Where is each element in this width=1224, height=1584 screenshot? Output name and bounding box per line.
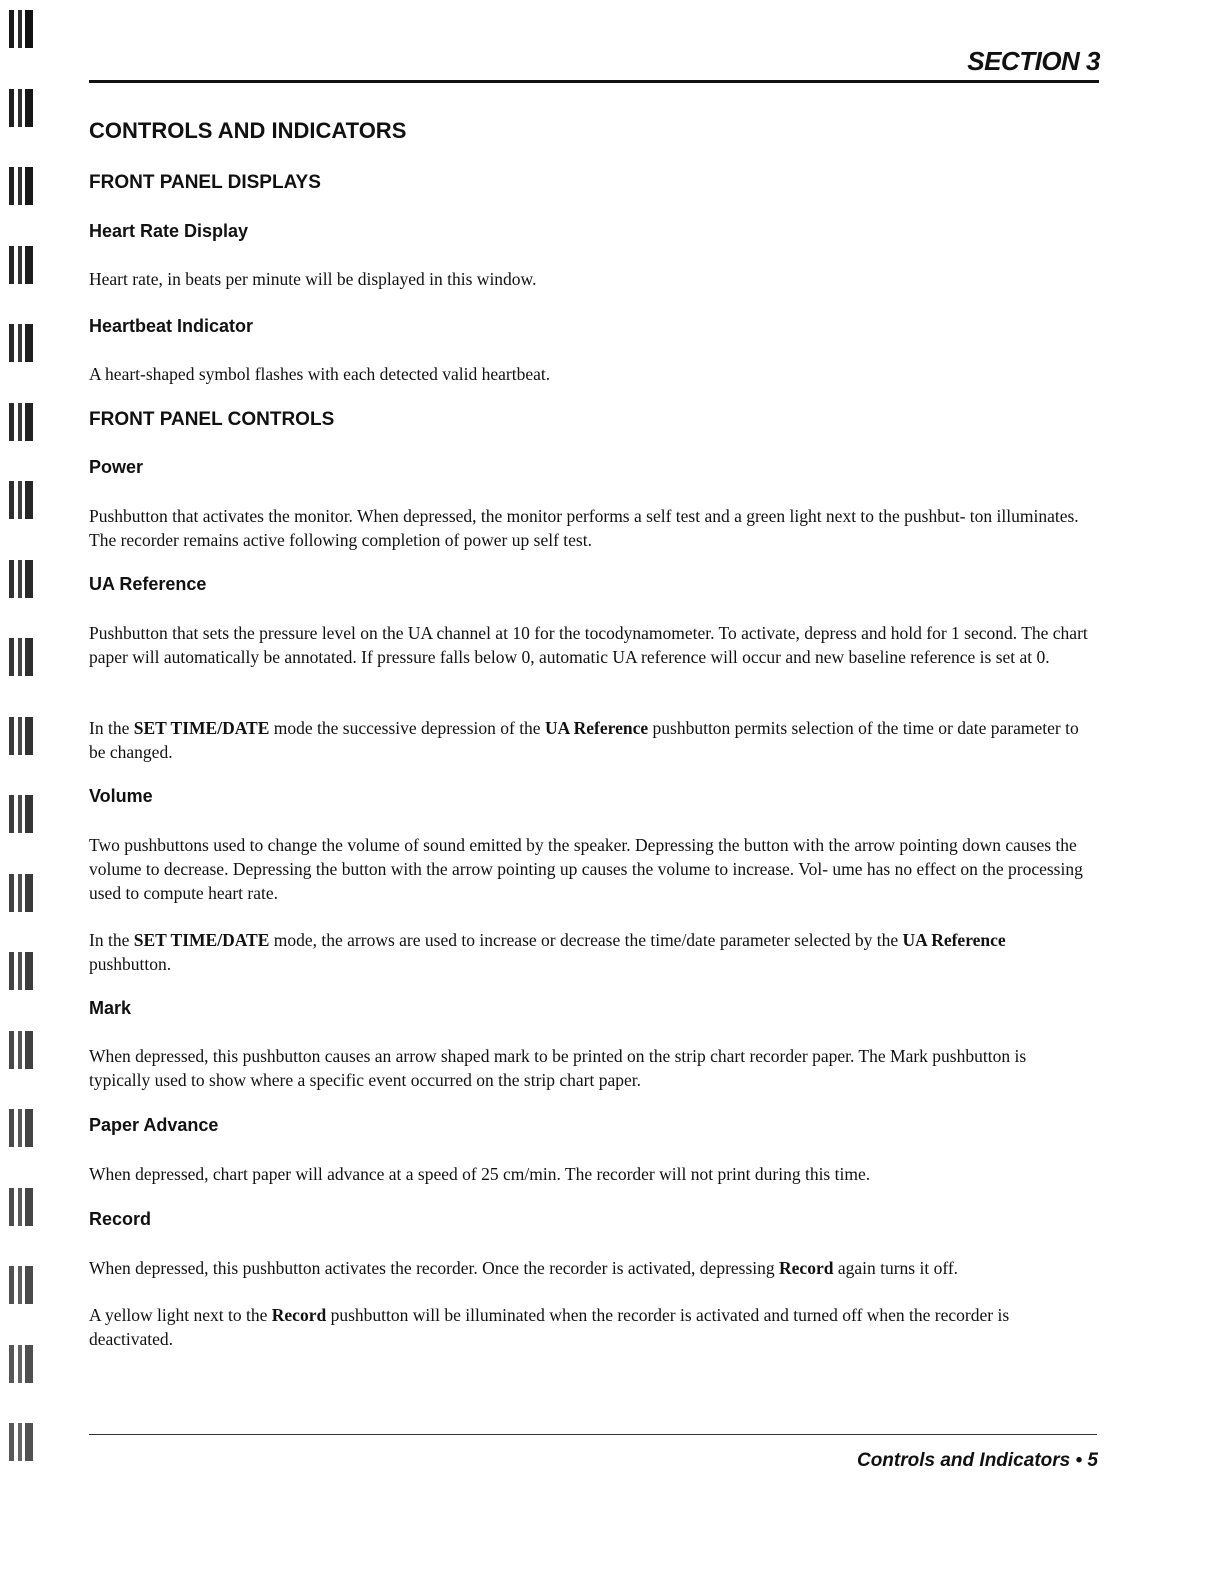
spiral-binding-marks (0, 0, 40, 1584)
text-mark: When depressed, this pushbutton causes an arrow shaped mark to be printed on the strip chart recorder paper. The Mark pushbutton is typically used to show where a specific event occurred on the strip chart paper. (89, 1046, 1027, 1090)
text-record-light: A yellow light next to the Record pushbutton will be illuminated when the recorder is activated and turned off when the recorder is deactivated. (89, 1305, 1010, 1349)
binding-mark (6, 1266, 34, 1304)
heading-paper-advance: Paper Advance (89, 1115, 219, 1135)
binding-mark (6, 167, 34, 205)
binding-mark (6, 952, 34, 990)
binding-mark (6, 874, 34, 912)
heading-heartbeat-indicator: Heartbeat Indicator (89, 316, 254, 336)
binding-mark (6, 1188, 34, 1226)
footer-page-label: Controls and Indicators • 5 (856, 1450, 1098, 1471)
text-paper-advance: When depressed, chart paper will advance at a speed of 25 cm/min. The recorder will not print during this time. (89, 1164, 871, 1184)
binding-mark (6, 89, 34, 127)
text-record: When depressed, this pushbutton activates the recorder. Once the recorder is activated, depressing Record again turns it off. (89, 1258, 959, 1278)
heading-front-panel-displays: FRONT PANEL DISPLAYS (89, 172, 321, 193)
heading-record: Record (89, 1209, 152, 1229)
heading-heart-rate-display: Heart Rate Display (89, 221, 249, 241)
binding-mark (6, 1423, 34, 1461)
text-heartbeat-indicator: A heart-shaped symbol flashes with each detected valid heartbeat. (89, 364, 551, 384)
binding-mark (6, 638, 34, 676)
header-rule (89, 80, 1099, 83)
binding-mark (6, 560, 34, 598)
binding-mark (6, 1109, 34, 1147)
text-ua-reference: Pushbutton that sets the pressure level on the UA channel at 10 for the tocodynamometer. To activate, depress and hold for 1 second. The chart paper will automatically be annotated. If pressure falls below 0, automatic UA reference will occur and new baseline reference is set at 0. (89, 623, 1088, 667)
heading-front-panel-controls: FRONT PANEL CONTROLS (89, 409, 335, 430)
binding-mark (6, 1345, 34, 1383)
binding-mark (6, 717, 34, 755)
heading-volume: Volume (89, 786, 153, 806)
page-title: CONTROLS AND INDICATORS (89, 118, 407, 143)
text-power: Pushbutton that activates the monitor. When depressed, the monitor performs a self test and a green light next to the pushbut- ton illuminates. The recorder remains active following completion of power up self test. (89, 506, 1079, 550)
binding-mark (6, 795, 34, 833)
text-volume-timedate: In the SET TIME/DATE mode, the arrows are used to increase or decrease the time/date parameter selected by the UA Reference pushbutton. (89, 930, 1006, 974)
binding-mark (6, 1031, 34, 1069)
text-ua-reference-timedate: In the SET TIME/DATE mode the successive depression of the UA Reference pushbutton permits selection of the time or date parameter to be changed. (89, 718, 1079, 762)
heading-ua-reference: UA Reference (89, 574, 207, 594)
binding-mark (6, 246, 34, 284)
section-label: SECTION 3 (967, 46, 1100, 76)
binding-mark (6, 324, 34, 362)
heading-power: Power (89, 457, 144, 477)
binding-mark (6, 403, 34, 441)
binding-mark (6, 10, 34, 48)
text-heart-rate-display: Heart rate, in beats per minute will be displayed in this window. (89, 269, 537, 289)
heading-mark: Mark (89, 998, 132, 1018)
footer-rule (89, 1434, 1097, 1435)
text-volume: Two pushbuttons used to change the volume of sound emitted by the speaker. Depressing the button with the arrow pointing down causes the volume to decrease. Depressing the button with the arrow pointing up causes the volume to increase. Vol- ume has no effect on the processing used to compute heart rate. (89, 835, 1083, 903)
binding-mark (6, 481, 34, 519)
